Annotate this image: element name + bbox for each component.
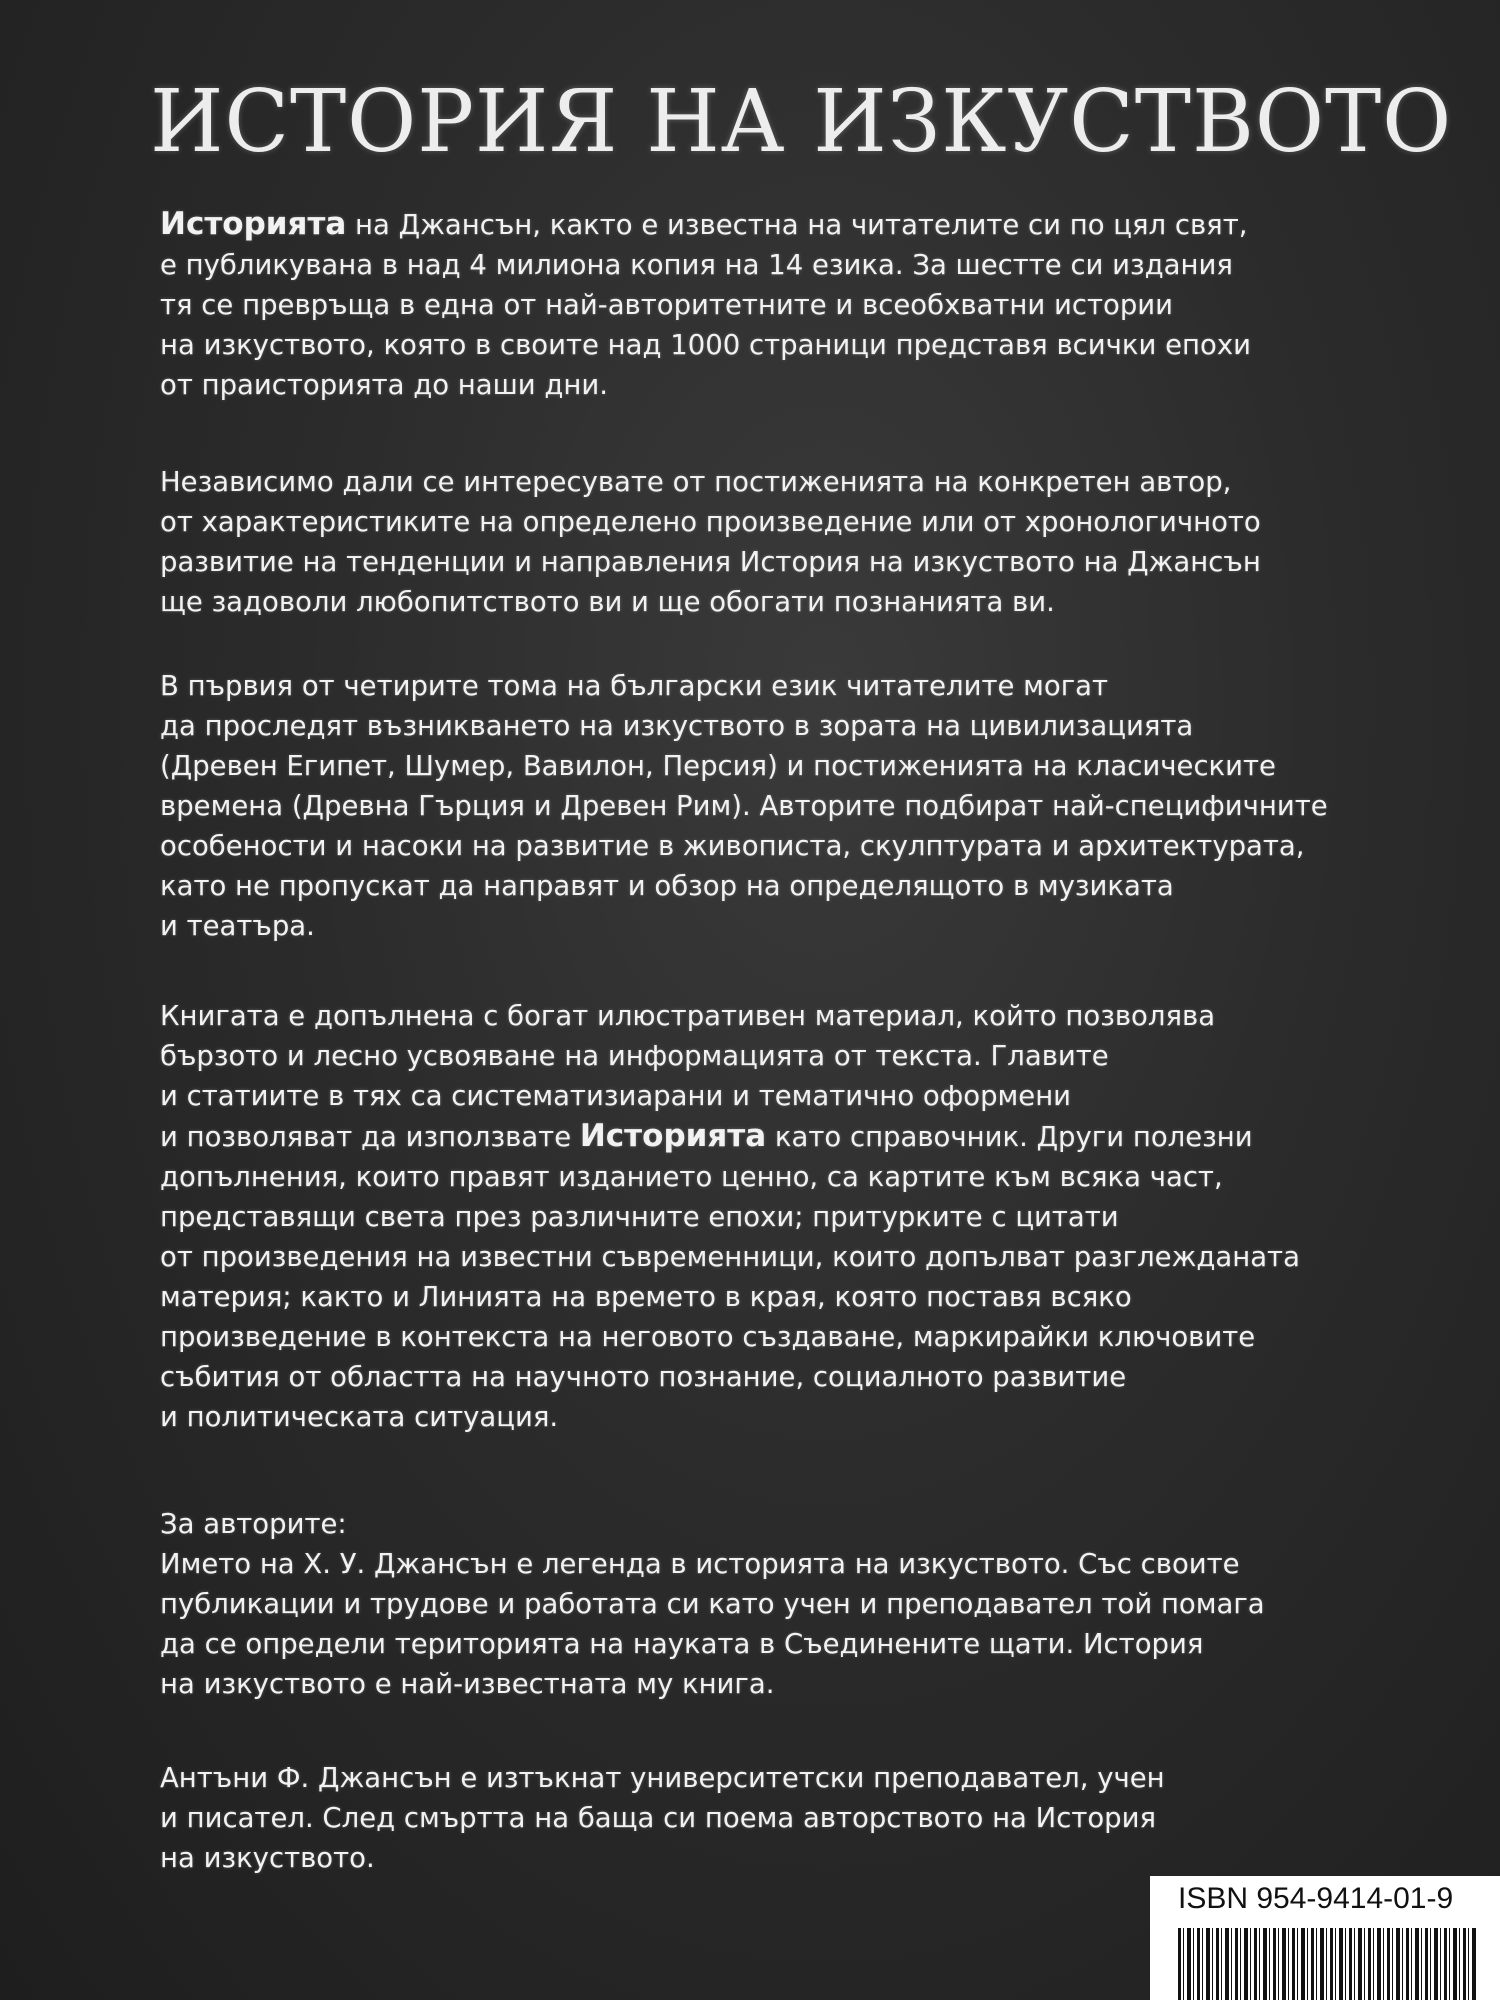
bold-term: Историята bbox=[160, 206, 347, 242]
text-line: и театъра. bbox=[160, 910, 315, 942]
isbn-number: ISBN 954-9414-01-9 bbox=[1178, 1882, 1454, 1915]
text-line: Книгата е допълнена с богат илюстративен материал, който позволява bbox=[160, 1000, 1216, 1032]
text-line: и политическата ситуация. bbox=[160, 1401, 559, 1433]
text-fragment: на Джансън, както е известна на читателите си по цял свят, bbox=[346, 209, 1248, 241]
text-line: материя; както и Линията на времето в края, която поставя всяко bbox=[160, 1281, 1132, 1313]
text-line: и статиите в тях са систематизиарани и тематично оформени bbox=[160, 1080, 1072, 1112]
text-line: на изкуството е най-известната му книга. bbox=[160, 1668, 775, 1700]
text-line bbox=[160, 204, 1340, 245]
text-line: събития от областта на научното познание, социалното развитие bbox=[160, 1361, 1127, 1393]
intro-paragraph bbox=[160, 204, 1340, 405]
text-line: Името на Х. У. Джансън е легенда в историята на изкуството. Със своите bbox=[160, 1548, 1240, 1580]
text-line bbox=[160, 1116, 1340, 1157]
text-line: да проследят възникването на изкуството в зората на цивилизацията bbox=[160, 710, 1194, 742]
text-line: особености и насоки на развитие в живописта, скулптурата и архитектурата, bbox=[160, 830, 1305, 862]
text-line: Независимо дали се интересувате от постиженията на конкретен автор, bbox=[160, 466, 1232, 498]
volume-paragraph bbox=[160, 666, 1340, 946]
text-line: и писател. След смъртта на баща си поема авторството на История bbox=[160, 1802, 1157, 1834]
text-line: времена (Древна Гърция и Древен Рим). Авторите подбират най-специфичните bbox=[160, 790, 1328, 822]
text-line: Антъни Ф. Джансън е изтъкнат университетски преподавател, учен bbox=[160, 1762, 1165, 1794]
bold-term: Историята bbox=[579, 1118, 767, 1154]
text-line: на изкуството, която в своите над 1000 страници представя всички епохи bbox=[160, 329, 1252, 361]
isbn-barcode-label bbox=[1150, 1876, 1500, 2000]
text-line: от праисторията до наши дни. bbox=[160, 369, 608, 401]
text-line: е публикувана в над 4 милиона копия на 14 езика. За шестте си издания bbox=[160, 249, 1233, 281]
text-line: бързото и лесно усвояване на информацията от текста. Главите bbox=[160, 1040, 1109, 1072]
interest-paragraph bbox=[160, 462, 1340, 622]
text-line: от произведения на известни съвременници, които допълват разглежданата bbox=[160, 1241, 1300, 1273]
text-line: допълнения, които правят изданието ценно, са картите към всяка част, bbox=[160, 1161, 1223, 1193]
barcode-icon bbox=[1178, 1928, 1478, 2000]
authors-paragraph bbox=[160, 1504, 1340, 1704]
book-title: ИСТОРИЯ НА ИЗКУСТВОТО bbox=[150, 72, 1453, 172]
text-line: представящи света през различните епохи; притурките с цитати bbox=[160, 1201, 1119, 1233]
text-line: развитие на тенденции и направления История на изкуството на Джансън bbox=[160, 546, 1261, 578]
text-line: като не пропускат да направят и обзор на определящото в музиката bbox=[160, 870, 1174, 902]
text-fragment: като справочник. Други полезни bbox=[766, 1121, 1253, 1153]
authors-heading: За авторите: bbox=[160, 1508, 347, 1540]
coauthor-paragraph bbox=[160, 1758, 1340, 1878]
text-line: (Древен Египет, Шумер, Вавилон, Персия) и постиженията на класическите bbox=[160, 750, 1276, 782]
text-line: публикации и трудове и работата си като учен и преподавател той помага bbox=[160, 1588, 1265, 1620]
text-line: тя се превръща в една от най-авторитетните и всеобхватни истории bbox=[160, 289, 1174, 321]
text-line: на изкуството. bbox=[160, 1842, 375, 1874]
text-line: ще задоволи любопитството ви и ще обогати познанията ви. bbox=[160, 586, 1055, 618]
text-line: да се определи територията на науката в Съединените щати. История bbox=[160, 1628, 1204, 1660]
text-fragment: и позволяват да използвате bbox=[160, 1121, 580, 1153]
text-line: В първия от четирите тома на български език читателите могат bbox=[160, 670, 1109, 702]
content-paragraph bbox=[160, 996, 1340, 1437]
text-line: от характеристиките на определено произведение или от хронологичното bbox=[160, 506, 1261, 538]
text-line: произведение в контекста на неговото създаване, маркирайки ключовите bbox=[160, 1321, 1256, 1353]
